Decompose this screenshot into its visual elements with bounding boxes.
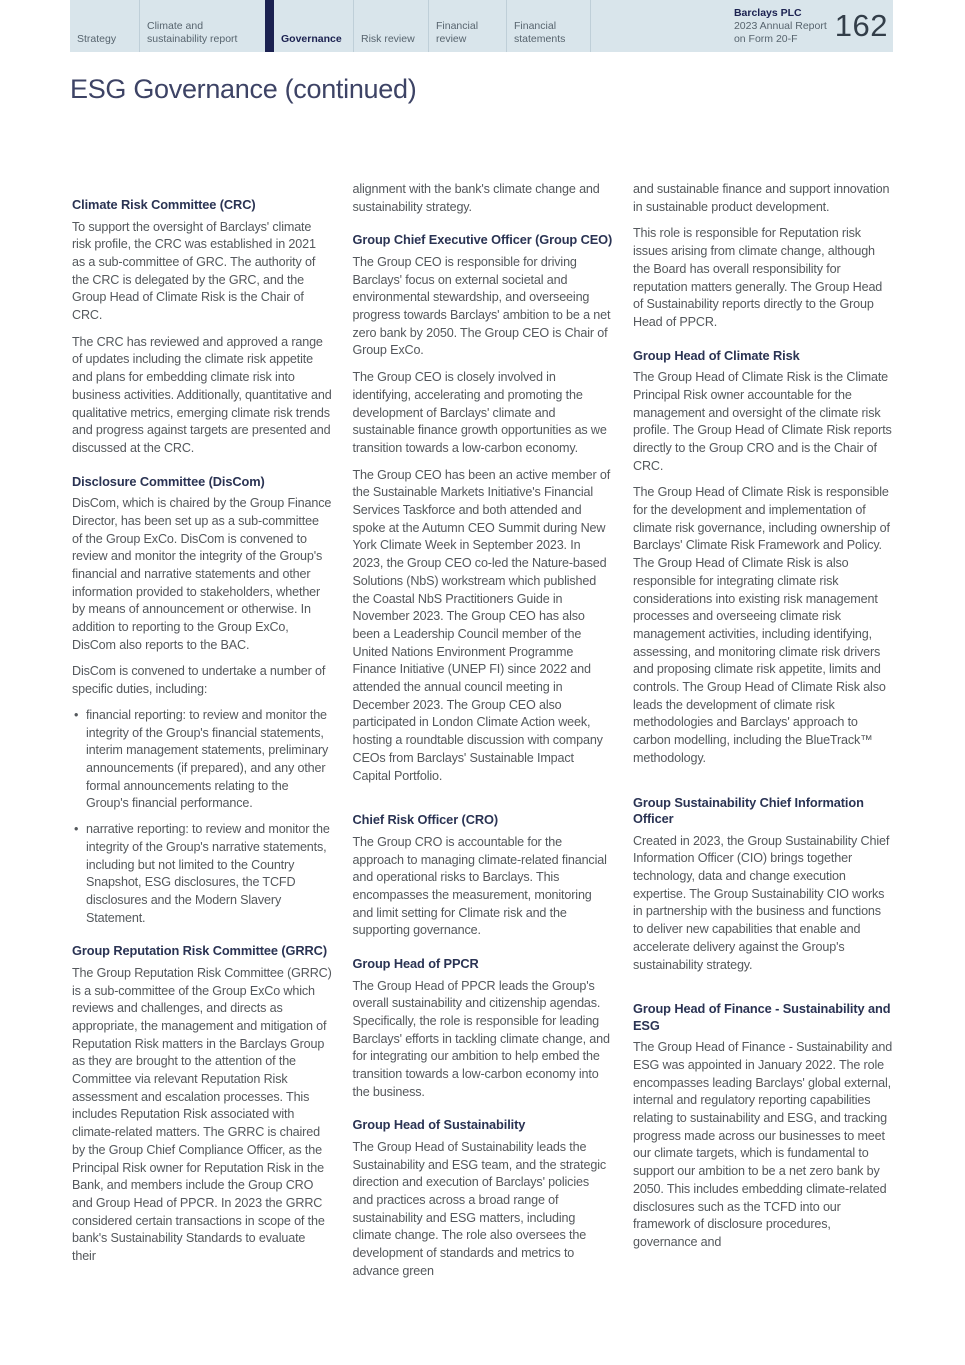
bullet-item: • financial reporting: to review and monitor the integrity of the Group's financial statements, interim management statements, preliminary announcements (if prepared), and any other formal announcements relating to the Group's financial performance. <box>72 707 332 813</box>
paragraph: alignment with the bank's climate change and sustainability strategy. <box>352 182 600 214</box>
bullet-item: • narrative reporting: to review and monitor the integrity of the Group's narrative statements, including but not limited to the Country Snapshot, ESG disclosures, the TCFD disclosures and the Modern Slavery Statement. <box>72 821 332 927</box>
tab-governance[interactable] <box>274 0 353 52</box>
brand-name: Barclays PLC <box>733 6 802 19</box>
column-2 <box>353 181 613 1281</box>
section-group-ceo <box>353 232 613 785</box>
section-continuation <box>353 181 613 216</box>
section-heading: Climate Risk Committee (CRC) <box>72 197 256 212</box>
section-group-head-of-climate-risk <box>633 348 893 768</box>
header-band <box>70 0 893 52</box>
paragraph: The Group Head of Climate Risk is responsible for the development and implementation of climate risk governance, including ownership of Barclays' Climate Risk Framework and Policy. The Group Head of Climate Risk is also responsible for integrating climate risk considerations into existing risk management processes and overseeing climate risk management activities, including identifying, assessing, and monitoring climate risk drivers and proposing climate risk appetite, limits and controls. The Group Head of Climate Risk also leads the development of climate risk methodologies and Barclays' approach to carbon modelling, including the BlueTrack™ methodology. <box>633 485 890 765</box>
section-heading: Chief Risk Officer (CRO) <box>352 812 498 828</box>
paragraph: Created in 2023, the Group Sustainability Chief Information Officer (CIO) brings together technology, data and change execution expertise. The Group Sustainability CIO works in partnership with the business and functions to deliver new capabilities that enable and accelerate delivery against the Group's sustainability strategy. <box>633 833 890 972</box>
section-group-head-of-sustainability <box>353 1117 613 1280</box>
tab-label: Climate and sustainability report <box>147 20 238 45</box>
paragraph: The Group Head of Climate Risk is the Climate Principal Risk owner accountable for the management and oversight of the climate risk profile. The Group Head of Climate Risk reports directly to the Group CRO and is the Chair of CRC. <box>633 370 892 473</box>
report-title-line: 2023 Annual Report <box>733 19 827 32</box>
report-form-line: on Form 20-F <box>733 32 798 45</box>
section-heading: Group Head of PPCR <box>352 956 479 972</box>
section-group-head-of-ppcr <box>353 956 613 1101</box>
paragraph: The Group Head of PPCR leads the Group's overall sustainability and citizenship agendas. Specifically, the role is responsible for leading Barclays' efforts in tackling climate change, and for integrating our ambition to help embed the transition towards a low-carbon economy into the business. <box>352 978 610 1099</box>
paragraph: The Group Reputation Risk Committee (GRRC) is a sub-committee of the Group ExCo which reviews and challenges, and directs as appropriate, the management and mitigation of Reputation Risk matters in the Barclays Group as they are brought to the attention of the Committee via relevant Reputation Risk assessment and escalation processes. This includes Reputation Risk associated with climate-related matters. The GRRC is chaired by the Group Chief Compliance Officer, as the Principal Risk owner for Reputation Risk in the Bank, and members include the Group CRO and Group Head of PPCR. In 2023 the GRRC considered certain transactions in scope of the bank's Sustainability Standards to evaluate their <box>72 965 332 1264</box>
paragraph: DisCom, which is chaired by the Group Finance Director, has been set up as a sub-committee of the Group ExCo. DisCom is convened to review and monitor the integrity of the Group's financial and narrative statements and other information provided to stakeholders, whether by means of announcement or otherwise. In addition to reporting to the Group ExCo, DisCom also reports to the BAC. <box>72 496 332 652</box>
tab-strategy[interactable] <box>70 0 139 52</box>
section-heading: Group Reputation Risk Committee (GRRC) <box>72 943 327 959</box>
paragraph: DisCom is convened to undertake a number of specific duties, including: <box>72 664 326 697</box>
section-group-head-of-finance-sustainability-esg <box>633 1001 893 1251</box>
section-heading: Group Sustainability Chief Information Officer <box>633 794 864 827</box>
tab-label: Financial review <box>436 20 479 45</box>
paragraph: The Group CEO is responsible for driving Barclays' focus on external societal and environmental stewardship, and overseeing progress towards Barclays' ambition to be a net zero bank by 2050. The Group CEO is Chair of Group ExCo. <box>352 254 611 358</box>
paragraph: The Group CEO has been an active member of the Sustainable Markets Initiative's Financial Services Taskforce and both attended and spoke at the Autumn CEO Summit during New York Climate Week in September 2023. In 2023, the Group CEO co-led the Nature-based Solutions (NbS) workstream which published the Coastal NbS Practitioners Guide in November 2023. The Group CEO has also been a Leadership Council member of the United Nations Environment Programme Finance Initiative (UNEP FI) since 2022 and attended the annual council meeting in December 2023. The Group CEO also participated in London Climate Action week, hosting a roundtable discussion with company CEOs from Barclays' Sustainable Impact Capital Portfolio. <box>352 467 611 783</box>
tab-label: Financial statements <box>514 20 566 45</box>
section-group-sustainability-cio <box>633 795 893 975</box>
page-number: 162 <box>834 8 888 43</box>
section-climate-risk-committee <box>72 197 332 458</box>
tab-financial-review[interactable] <box>428 0 506 52</box>
tab-climate-and-sustainability-report[interactable] <box>139 0 265 52</box>
tab-label: Strategy <box>77 32 117 45</box>
paragraph: The Group CRO is accountable for the approach to managing climate-related financial and operational risks to Barclays. This encompasses the measurement, monitoring and limit setting for Climate risk and the supporting governance. <box>352 834 607 938</box>
section-heading: Group Chief Executive Officer (Group CEO) <box>352 232 613 248</box>
paragraph: and sustainable finance and support innovation in sustainable product development. <box>633 182 890 214</box>
tab-label: Governance <box>281 32 342 45</box>
active-tab-indicator <box>265 0 274 52</box>
section-heading: Group Head of Sustainability <box>352 1117 526 1133</box>
section-disclosure-committee <box>72 474 332 928</box>
section-continuation <box>633 181 893 332</box>
section-chief-risk-officer <box>353 812 613 940</box>
section-heading: Group Head of Finance - Sustainability and ESG <box>633 1001 891 1033</box>
band-spacer <box>590 0 734 52</box>
tab-risk-review[interactable] <box>353 0 428 52</box>
section-group-reputation-risk-committee <box>72 943 332 1265</box>
paragraph: To support the oversight of Barclays' climate risk profile, the CRC was established in 2021 as a sub-committee of GRC. The authority of the CRC is delegated by the GRC, and the Group Head of Climate Risk is the Chair of CRC. <box>72 219 316 323</box>
page-content <box>72 181 893 1281</box>
bullet-list <box>72 707 332 927</box>
section-heading: Group Head of Climate Risk <box>633 347 800 363</box>
paragraph: The CRC has reviewed and approved a range of updates including the climate risk appetite and plans for embedding climate risk into business activities. Additionally, quantitative and qualitative metrics, emerging climate risk trends and progress against targets are presented and discussed at the CRC. <box>72 334 332 455</box>
paragraph: This role is responsible for Reputation risk issues arising from climate change, although the Board has overall responsibility for reputation matters generally. The Group Head of Sustainability reports directly to the Group Head of PPCR. <box>633 226 883 329</box>
tab-label: Risk review <box>361 32 415 45</box>
column-1 <box>72 181 332 1281</box>
column-3 <box>633 181 893 1281</box>
section-heading: Disclosure Committee (DisCom) <box>72 473 265 489</box>
tab-financial-statements[interactable] <box>506 0 590 52</box>
page-title: ESG Governance (continued) <box>70 74 417 105</box>
paragraph: The Group Head of Finance - Sustainability and ESG was appointed in January 2022. The role encompasses leading Barclays' global external, internal and regulatory reporting capabilities relating to sustainability and ESG, and tracking progress made across our businesses to meet our climate targets, which is fundamental to support our ambition to be a net zero bank by 2050. This includes embedding climate-related disclosures such as the TCFD into our framework of disclosure procedures, governance and <box>633 1040 893 1249</box>
paragraph: The Group CEO is closely involved in identifying, accelerating and promoting the development of Barclays' climate and sustainable finance growth opportunities as we transition towards a low-carbon economy. <box>352 370 607 455</box>
report-meta <box>734 0 835 52</box>
paragraph: The Group Head of Sustainability leads the Sustainability and ESG team, and the strategic direction and execution of Barclays' policies and practices across a broad range of sustainability and ESG matters, including climate change. The role also oversees the development of standards and metrics to advance green <box>352 1139 607 1278</box>
